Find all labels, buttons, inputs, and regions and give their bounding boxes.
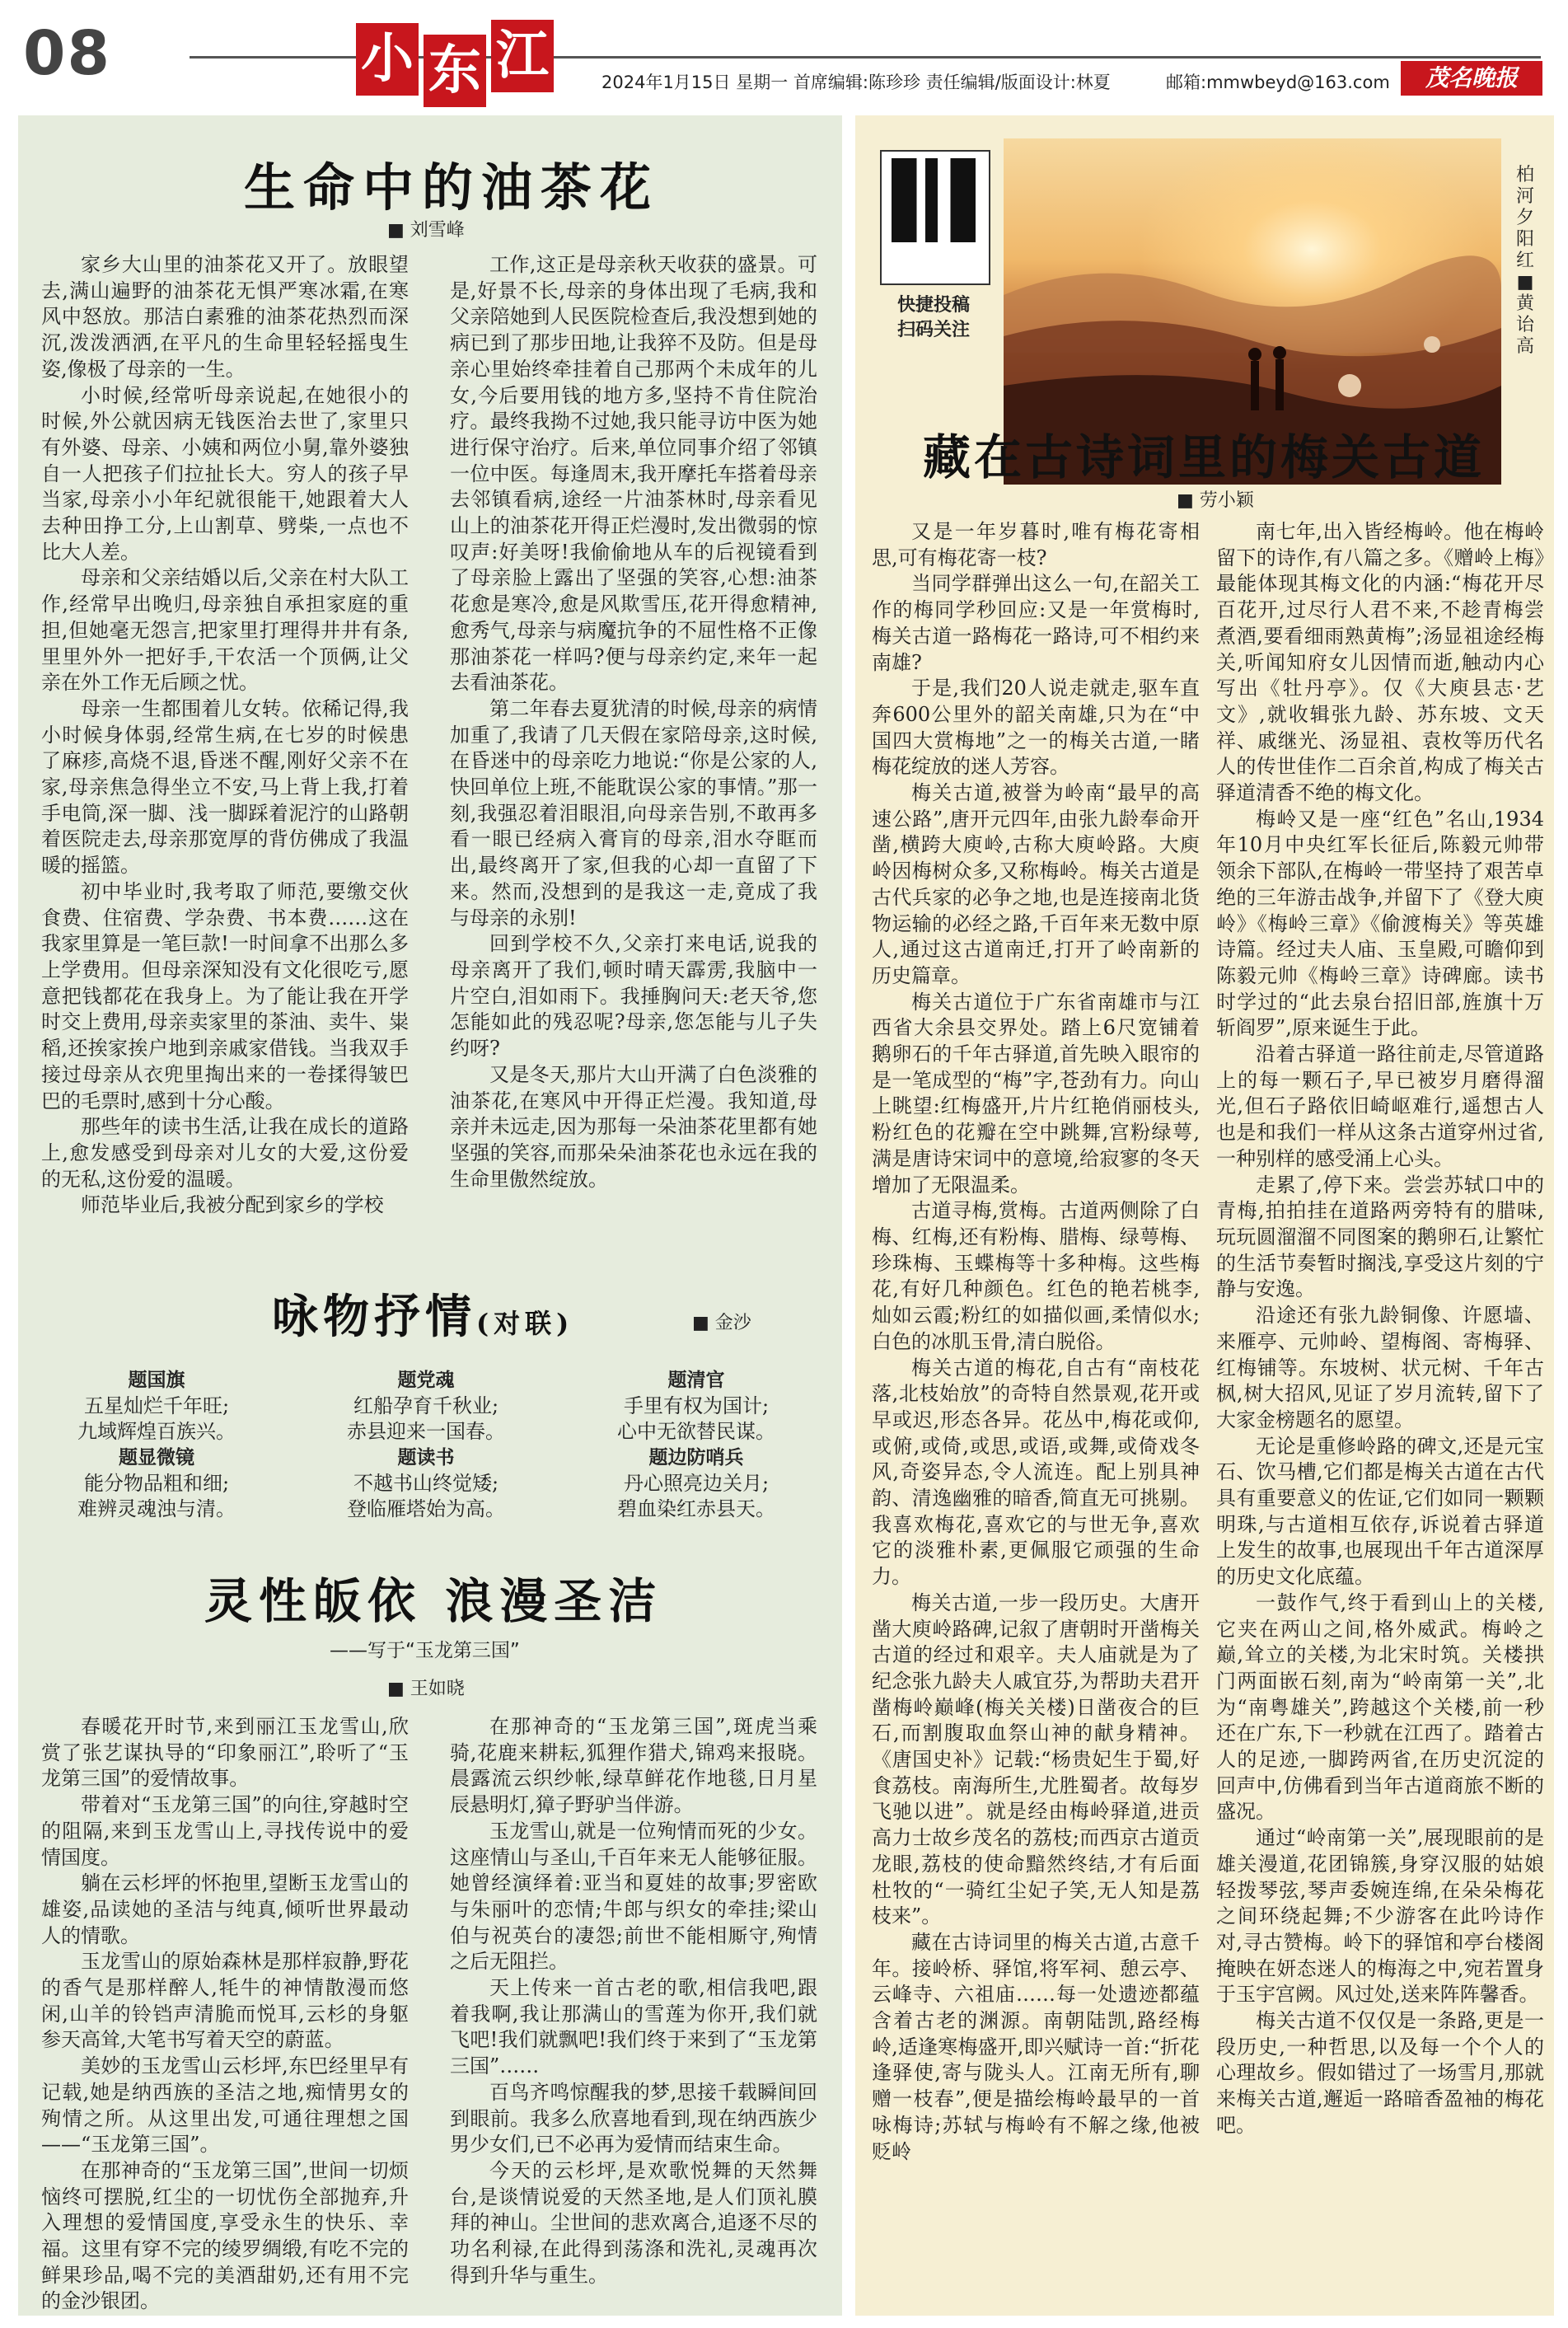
- paragraph: 第二年春去夏犹清的时候,母亲的病情加重了,我请了几天假在家陪母亲,这时候,在昏迷中的母亲吃力地说:“你是公家的人,快回单位上班,不能耽误公家的事情。”那一刻,我强忍着泪眼泪,向母亲告别,不敢再多看一眼已经病入膏肓的母亲,泪水夺眶而出,最终离开了家,但我的心却一直留了下来。然而,没想到的是我这一走,竟成了我与母亲的永别!: [450, 696, 817, 930]
- email-contact: 邮箱:mmwbeyd@163.com: [1166, 73, 1390, 92]
- couplet-heading: 题清官: [667, 1370, 725, 1391]
- couplet: [577, 1368, 816, 1445]
- paragraph: 玉龙雪山,就是一位殉情而死的少女。这座情山与圣山,千百年来无人能够征服。她曾经演绎着:亚当和夏娃的故事;罗密欧与朱丽叶的恋情;牛郎与织女的牵挂;梁山伯与祝英台的凄怨;前世不能相厮守,殉情之后无阻拦。: [450, 1819, 817, 1974]
- couplet-line: 不越书山终觉矮;: [353, 1472, 499, 1495]
- paragraph: 南七年,出入皆经梅岭。他在梅岭留下的诗作,有八篇之多。《赠岭上梅》最能体现其梅文化的内涵:“梅花开尽百花开,过尽行人君不来,不趁青梅尝煮酒,要看细雨熟黄梅”;汤显祖途经梅关,听闻知府女儿因情而逝,触动内心写出《牡丹亭》。仅《大庾县志·艺文》,就收辑张九龄、苏东坡、文天祥、戚继光、汤显祖、袁枚等历代名人的传世佳作二百余首,构成了梅关古驿道清香不绝的梅文化。: [1216, 520, 1544, 805]
- paragraph: 初中毕业时,我考取了师范,要缴交伙食费、住宿费、学杂费、书本费……这在我家里算是一笔巨款!一时间拿不出那么多上学费用。但母亲深知没有文化很吃亏,愿意把钱都花在我身上。为了能让我在开学时交上费用,母亲卖家里的茶油、卖牛、粜稻,还挨家挨户地到亲戚家借钱。当我双手接过母亲从衣兜里掏出来的一卷揉得皱巴巴的毛票时,感到十分心酸。: [41, 879, 409, 1112]
- qr-code-icon: [892, 158, 976, 242]
- paragraph: 一鼓作气,终于看到山上的关楼,它夹在两山之间,格外威武。梅岭之巅,耸立的关楼,为北宋时筑。关楼拱门两面嵌石刻,南为“岭南第一关”,北为“南粤雄关”,跨越这个关楼,前一秒还在广东,下一秒就在江西了。踏着古人的足迹,一脚跨两省,在历史沉淀的回声中,仿佛看到当年古道商旅不断的盛况。: [1216, 1590, 1544, 1824]
- qr-caption: [882, 293, 985, 343]
- couplet: [37, 1445, 276, 1522]
- section-char: 小: [356, 23, 419, 96]
- paragraph: 藏在古诗词里的梅关古道,古意千年。接岭桥、驿馆,将军祠、憩云亭、云峰寺、六祖庙……每一处遗迹都蕴含着古老的渊源。南朝陆凯,路经梅岭,适逢寒梅盛开,即兴赋诗一首:“折花逢驿使,寄与陇头人。江南无所有,聊赠一枝春”,便是描绘梅岭最早的一首咏梅诗;苏轼与梅岭有不解之缘,他被贬岭: [872, 1930, 1200, 2163]
- newspaper-logo: 茂名晚报: [1401, 61, 1542, 96]
- paragraph: 带着对“玉龙第三国”的向往,穿越时空的阻隔,来到玉龙雪山上,寻找传说中的爱情国度。: [41, 1793, 409, 1869]
- couplet-line: 五星灿烂千年旺;: [83, 1394, 230, 1417]
- paragraph: 在那神奇的“玉龙第三国”,世间一切烦恼终可摆脱,红尘的一切忧伤全部抛弃,升入理想的爱情国度,享受永生的快乐、幸福。这里有穿不完的绫罗绸缎,有吃不完的鲜果珍品,喝不完的美酒甜奶,还有用不完的金沙银团。: [41, 2158, 409, 2313]
- paragraph: 母亲和父亲结婚以后,父亲在村大队工作,经常早出晚归,母亲独自承担家庭的重担,但她毫无怨言,把家里打理得井井有条,里里外外一把好手,干农活一个顶俩,让父亲在外工作无后顾之忧。: [41, 566, 409, 695]
- paragraph: 天上传来一首古老的歌,相信我吧,跟着我啊,我让那满山的雪莲为你开,我们就飞吧!我们就飘吧!我们终于来到了“玉龙第三国”……: [450, 1976, 817, 2078]
- couplet-heading: 题读书: [397, 1447, 455, 1468]
- paragraph: 那些年的读书生活,让我在成长的道路上,愈发感受到母亲对儿女的大爱,这份爱的无私,这份爱的温暖。: [41, 1115, 409, 1191]
- paragraph: 家乡大山里的油茶花又开了。放眼望去,满山遍野的油茶花无惧严寒冰霜,在寒风中怒放。那洁白素雅的油茶花热烈而深沉,泼泼洒洒,在平凡的生命里轻轻摇曳生姿,像极了母亲的一生。: [41, 253, 409, 381]
- couplet: [37, 1368, 276, 1445]
- article2-byline: ■ 劳小颖: [1177, 490, 1254, 511]
- article1-column-2: [450, 252, 817, 1192]
- paragraph: 通过“岭南第一关”,展现眼前的是雄关漫道,花团锦簇,身穿汉服的姑娘轻拨琴弦,琴声委婉连绵,在朵朵梅花之间环绕起舞;不少游客在此吟诗作对,寻古赞梅。岭下的驿馆和亭台楼阁掩映在妍态迷人的梅海之中,宛若置身于玉宇宫阙。风过处,送来阵阵馨香。: [1216, 1826, 1544, 2007]
- qr-caption-line: 扫码关注: [896, 320, 970, 340]
- article3-title: 灵性皈依 浪漫圣洁: [204, 1573, 663, 1629]
- couplet-line: 九域辉煌百族兴。: [77, 1420, 236, 1443]
- article2-title: 藏在古诗词里的梅关古道: [923, 429, 1486, 485]
- paragraph: 春暖花开时节,来到丽江玉龙雪山,欣赏了张艺谋执导的“印象丽江”,聆听了“玉龙第三国”的爱情故事。: [41, 1715, 409, 1791]
- article1-byline: ■ 刘雪峰: [387, 220, 465, 241]
- couplet-line: 心中无欲替民谋。: [617, 1420, 775, 1443]
- couplet-heading: 题边防哨兵: [648, 1447, 744, 1468]
- couplets-byline: ■ 金沙: [692, 1313, 751, 1333]
- paragraph: 沿途还有张九龄铜像、许愿墙、来雁亭、元帅岭、望梅阁、寄梅驿、红梅铺等。东坡树、状元树、千年古枫,树大招风,见证了岁月流转,留下了大家金榜题名的愿望。: [1216, 1304, 1544, 1431]
- paragraph: 玉龙雪山的原始森林是那样寂静,野花的香气是那样醉人,牦牛的神情散漫而悠闲,山羊的铃铛声清脆而悦耳,云杉的身躯参天高耸,大笔书写着天空的蔚蓝。: [41, 1950, 409, 2052]
- couplet: [577, 1445, 816, 1522]
- photo-caption: 柏河夕阳红 ■ 黄诒高: [1515, 165, 1534, 357]
- paragraph: 小时候,经常听母亲说起,在她很小的时候,外公就因病无钱医治去世了,家里只有外婆、母亲、小姨和两位小舅,靠外婆独自一人把孩子们拉扯长大。穷人的孩子早当家,母亲小小年纪就很能干,她跟着大人去种田挣工分,上山割草、劈柴,一点也不比大人差。: [41, 383, 409, 564]
- article2-column-2: [1216, 519, 1544, 2139]
- paragraph: 沿着古驿道一路往前走,尽管道路上的每一颗石子,早已被岁月磨得溜光,但石子路依旧崎岖难行,遥想古人也是和我们一样从这条古道穿州过省,一种别样的感受涌上心头。: [1216, 1042, 1544, 1170]
- paragraph: 母亲一生都围着儿女转。依稀记得,我小时候身体弱,经常生病,在七岁的时候患了麻疹,高烧不退,昏迷不醒,刚好父亲不在家,母亲焦急得坐立不安,马上背上我,打着手电筒,深一脚、浅一脚踩着泥泞的山路朝着医院走去,母亲那宽厚的背仿佛成了我温暖的摇篮。: [41, 696, 409, 878]
- section-char: 东: [424, 35, 486, 107]
- paragraph: 梅关古道的梅花,自古有“南枝花落,北枝始放”的奇特自然景观,花开或早或迟,形态各异。花丛中,梅花或仰,或俯,或倚,或思,或语,或舞,或倚戏冬风,奇姿异态,令人流连。配上别具神韵、清逸幽雅的暗香,简直无可挑剔。我喜欢梅花,喜欢它的与世无争,喜欢它的淡雅朴素,更佩服它顽强的生命力。: [872, 1356, 1200, 1589]
- article3-column-1: [41, 1714, 409, 2315]
- couplet-heading: 题显微镜: [119, 1447, 194, 1468]
- couplet-line: 能分物品粗和细;: [83, 1472, 230, 1495]
- paragraph: 回到学校不久,父亲打来电话,说我的母亲离开了我们,顿时晴天霹雳,我脑中一片空白,泪如雨下。我捶胸问天:老天爷,您怎能如此的残忍呢?母亲,您怎能与儿子失约呀?: [450, 932, 817, 1061]
- couplet-line: 碧血染红赤县天。: [617, 1497, 775, 1520]
- article3-subtitle: ——写于“玉龙第三国”: [330, 1640, 520, 1661]
- paragraph: 走累了,停下来。尝尝苏轼口中的青梅,拍拍挂在道路两旁特有的腊味,玩玩圆溜溜不同图案的鹅卵石,让繁忙的生活节奏暂时搁浅,享受这片刻的宁静与安逸。: [1216, 1173, 1544, 1301]
- paragraph: 又是冬天,那片大山开满了白色淡雅的油茶花,在寒风中开得正烂漫。我知道,母亲并未远走,因为那每一朵油茶花里都有她坚强的笑容,而那朵朵油茶花也永远在我的生命里傲然绽放。: [450, 1062, 817, 1191]
- paragraph: 梅岭又是一座“红色”名山,1934年10月中央红军长征后,陈毅元帅带领余下部队,在梅岭一带坚持了艰苦卓绝的三年游击战争,并留下了《登大庾岭》《梅岭三章》《偷渡梅关》等英雄诗篇。经过夫人庙、玉皇殿,可瞻仰到陈毅元帅《梅岭三章》诗碑廊。读书时学过的“此去泉台招旧部,旌旗十万斩阎罗”,原来诞生于此。: [1216, 807, 1544, 1040]
- paragraph: 在那神奇的“玉龙第三国”,斑虎当乘骑,花鹿来耕耘,狐狸作猎犬,锦鸡来报晓。晨露流云织纱帐,绿草鲜花作地毯,日月星辰悬明灯,獐子野驴当伴游。: [450, 1715, 817, 1817]
- couplet-line: 难辨灵魂浊与清。: [77, 1497, 236, 1520]
- paragraph: 梅关古道,一步一段历史。大唐开凿大庾岭路碑,记叙了唐朝时开凿梅关古道的经过和艰辛。夫人庙就是为了纪念张九龄夫人戚宜芬,为帮助夫君开凿梅岭巅峰(梅关关楼)日凿夜合的巨石,而割腹取血祭山神的献身精神。《唐国史补》记载:“杨贵妃生于蜀,好食荔枝。南海所生,尤胜蜀者。故每岁飞驰以进”。就是经由梅岭驿道,进贡高力士故乡茂名的荔枝;而西京古道贡龙眼,荔枝的使命黯然终结,才有后面杜牧的“一骑红尘妃子笑,无人知是荔枝来”。: [872, 1590, 1200, 1928]
- couplets-title-text: 咏物抒情: [272, 1290, 476, 1344]
- article3-column-2: [450, 1714, 817, 2288]
- paragraph: 工作,这正是母亲秋天收获的盛景。可是,好景不长,母亲的身体出现了毛病,我和父亲陪她到人民医院检查后,我没想到她的病已到了那步田地,让我猝不及防。但是母亲心里始终牵挂着自己那两个未成年的儿女,今后要用钱的地方多,坚持不肯住院治疗。最终我拗不过她,我只能寻访中医为她进行保守治疗。后来,单位同事介绍了邻镇一位中医。每逢周末,我开摩托车搭着母亲去邻镇看病,途经一片油茶林时,母亲看见山上的油茶花开得正烂漫时,发出微弱的惊叹声:好美呀!我偷偷地从车的后视镜看到了母亲脸上露出了坚强的笑容,心想:油茶花愈是寒冷,愈是风欺雪压,花开得愈精神,愈秀气,母亲与病魔抗争的不屈性格不正像那油茶花一样吗?便与母亲约定,来年一起去看油茶花。: [450, 253, 817, 695]
- couplet-heading: 题国旗: [128, 1370, 185, 1391]
- paragraph: 躺在云杉坪的怀抱里,望断玉龙雪山的雄姿,品读她的圣洁与纯真,倾听世界最动人的情歌。: [41, 1871, 409, 1947]
- paragraph: 百鸟齐鸣惊醒我的梦,思接千载瞬间回到眼前。我多么欣喜地看到,现在纳西族少男少女们,已不必再为爱情而结束生命。: [450, 2080, 817, 2157]
- section-char: 江: [491, 20, 554, 92]
- paragraph: 当同学群弹出这么一句,在韶关工作的梅同学秒回应:又是一年赏梅时,梅关古道一路梅花一路诗,可不相约来南雄?: [872, 572, 1200, 674]
- couplet-line: 红船孕育千秋业;: [353, 1394, 499, 1417]
- article1-title: 生命中的油茶花: [244, 157, 660, 218]
- paragraph: 梅关古道不仅仅是一条路,更是一段历史,一种哲思,以及每一个个人的心理故乡。假如错过了一场雪月,那就来梅关古道,邂逅一路暗香盈袖的梅花吧。: [1216, 2009, 1544, 2137]
- page-number: 08: [23, 18, 111, 89]
- paragraph: 又是一年岁暮时,唯有梅花寄相思,可有梅花寄一枝?: [872, 520, 1200, 569]
- paragraph: 美妙的玉龙雪山云杉坪,东巴经里早有记载,她是纳西族的圣洁之地,痴情男女的殉情之所。从这里出发,可通往理想之国——“玉龙第三国”。: [41, 2054, 409, 2157]
- couplet-line: 赤县迎来一国春。: [347, 1420, 505, 1443]
- paragraph: 古道寻梅,赏梅。古道两侧除了白梅、红梅,还有粉梅、腊梅、绿萼梅、珍珠梅、玉蝶梅等十多种梅。这些梅花,有好几种颜色。红色的艳若桃李,灿如云霞;粉红的如描似画,柔情似水;白色的冰肌玉骨,清白脱俗。: [872, 1199, 1200, 1353]
- couplets-title-suffix: (对联): [476, 1308, 574, 1339]
- article2-column-1: [872, 519, 1200, 2165]
- paragraph: 无论是重修岭路的碑文,还是元宝石、饮马槽,它们都是梅关古道在古代具有重要意义的佐证,它们如同一颗颗明珠,与古道相互依存,诉说着古驿道上发生的故事,也展现出千年古道深厚的历史文化底蕴。: [1216, 1434, 1544, 1589]
- article3-byline: ■ 王如晓: [387, 1679, 465, 1699]
- couplet-line: 手里有权为国计;: [623, 1394, 770, 1417]
- couplet-heading: 题党魂: [397, 1370, 455, 1391]
- article1-column-1: [41, 252, 409, 1219]
- paragraph: 梅关古道,被誉为岭南“最早的高速公路”,唐开元四年,由张九龄奉命开凿,横跨大庾岭,古称大庾岭路。大庾岭因梅树众多,又称梅岭。梅关古道是古代兵家的必争之地,也是连接南北货物运输的必经之路,千百年来无数中原人,通过这古道南迁,打开了岭南新的历史篇章。: [872, 781, 1200, 987]
- paragraph: 梅关古道位于广东省南雄市与江西省大余县交界处。踏上6尺宽铺着鹅卵石的千年古驿道,首先映入眼帘的是一笔成型的“梅”字,苍劲有力。向山上眺望:红梅盛开,片片红艳俏丽枝头,粉红色的花瓣在空中跳舞,宫粉绿萼,满是唐诗宋词中的意境,给寂寥的冬天增加了无限温柔。: [872, 990, 1200, 1197]
- issue-meta: 2024年1月15日 星期一 首席编辑:陈珍珍 责任编辑/版面设计:林夏: [601, 73, 1111, 92]
- paragraph: 今天的云杉坪,是欢歌悦舞的天然舞台,是谈情说爱的天然圣地,是人们顶礼膜拜的神山。尘世间的悲欢离合,追逐不尽的功名利禄,在此得到荡涤和洗礼,灵魂再次得到升华与重生。: [450, 2158, 817, 2287]
- couplet: [307, 1445, 545, 1522]
- paragraph: 于是,我们20人说走就走,驱车直奔600公里外的韶关南雄,只为在“中国四大赏梅地”之一的梅关古道,一睹梅花绽放的迷人芳容。: [872, 677, 1200, 779]
- couplets-title: [272, 1281, 573, 1347]
- paragraph: 师范毕业后,我被分配到家乡的学校: [81, 1193, 384, 1217]
- qr-caption-line: 快捷投稿: [896, 295, 970, 316]
- couplet: [307, 1368, 545, 1445]
- section-title: [356, 23, 554, 99]
- couplet-line: 登临雁塔始为高。: [347, 1497, 505, 1520]
- couplet-line: 丹心照亮边关月;: [623, 1472, 770, 1495]
